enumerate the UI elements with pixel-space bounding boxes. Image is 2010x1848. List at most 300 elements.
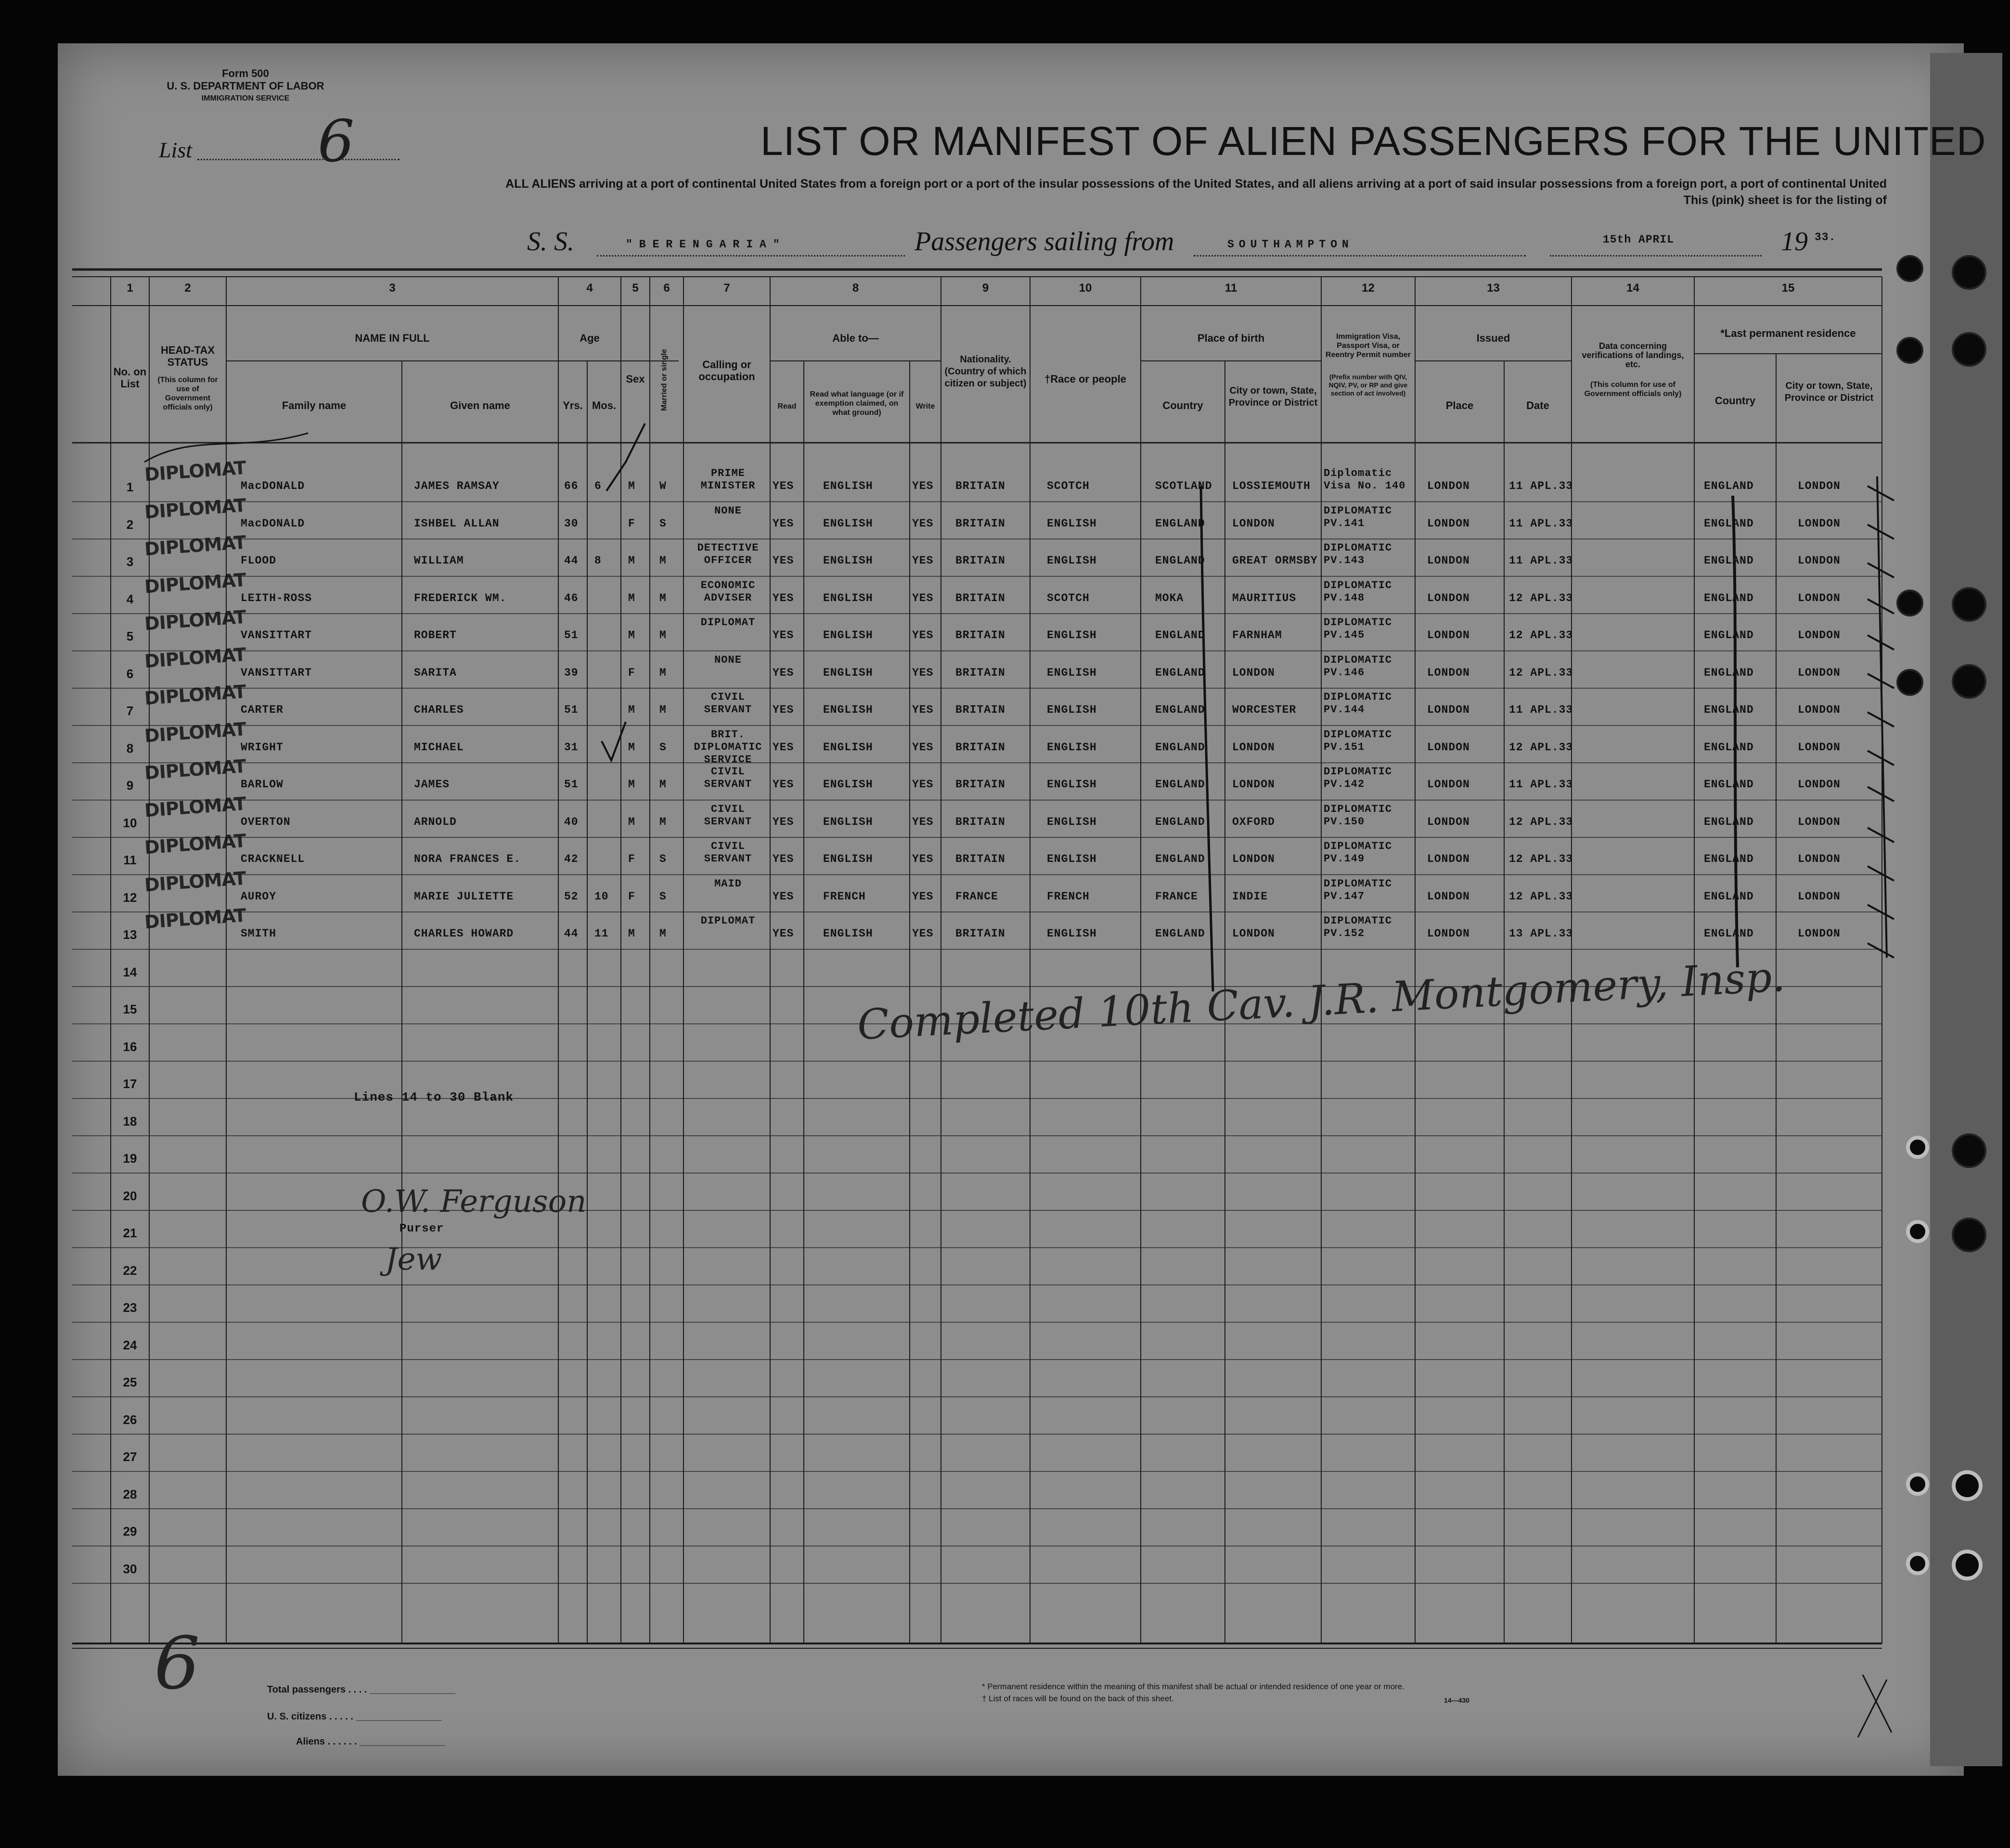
row-number: 20 bbox=[123, 1188, 137, 1203]
sex: M bbox=[628, 815, 635, 828]
header-head-tax-note: (This column for use of Government officials only) bbox=[157, 376, 218, 411]
row-number: 23 bbox=[123, 1300, 137, 1315]
marital-status: M bbox=[659, 629, 667, 642]
handwritten-initials: Jew bbox=[385, 1242, 442, 1277]
row-number: 15 bbox=[123, 1002, 137, 1016]
departure-port: SOUTHAMPTON bbox=[1227, 238, 1353, 251]
given-name: ARNOLD bbox=[414, 815, 457, 828]
family-name: BARLOW bbox=[241, 778, 283, 791]
birth-country: ENGLAND bbox=[1155, 853, 1205, 865]
issue-date: 12 APL.33 bbox=[1509, 853, 1573, 865]
issue-date: 11 APL.33 bbox=[1509, 778, 1573, 791]
family-name: CRACKNELL bbox=[241, 853, 305, 865]
can-write: YES bbox=[912, 778, 934, 791]
diplomat-stamp: DIPLOMAT bbox=[143, 606, 247, 635]
departure-date: 15th APRIL bbox=[1603, 233, 1675, 246]
visa-number: DIPLOMATIC PV.145 bbox=[1324, 616, 1392, 641]
can-read: YES bbox=[773, 853, 794, 865]
family-name: AUROY bbox=[241, 890, 277, 903]
sex: M bbox=[628, 927, 635, 940]
diplomat-stamp: DIPLOMAT bbox=[143, 569, 247, 597]
row-number: 5 bbox=[126, 629, 134, 643]
row-number: 9 bbox=[126, 778, 134, 793]
marital-status: S bbox=[659, 741, 667, 754]
residence-city: LONDON bbox=[1798, 480, 1841, 492]
given-name: SARITA bbox=[414, 666, 457, 679]
header-read-language: Read what language (or if exemption claimed, on what ground) bbox=[810, 390, 904, 417]
row-number: 19 bbox=[123, 1151, 137, 1166]
row-number: 12 bbox=[123, 890, 137, 905]
column-number: 5 bbox=[632, 282, 639, 295]
read-language: FRENCH bbox=[823, 890, 866, 903]
row-number: 3 bbox=[126, 554, 134, 569]
issue-place: LONDON bbox=[1427, 591, 1470, 604]
residence-country: ENGLAND bbox=[1704, 890, 1754, 903]
read-language: ENGLISH bbox=[823, 666, 873, 679]
visa-number: Diplomatic Visa No. 140 bbox=[1324, 467, 1406, 492]
row-number: 17 bbox=[123, 1077, 137, 1091]
row-number: 26 bbox=[123, 1412, 137, 1427]
birth-city: LONDON bbox=[1232, 741, 1275, 754]
visa-number: DIPLOMATIC PV.148 bbox=[1324, 579, 1392, 604]
occupation: NONE bbox=[714, 504, 742, 517]
age-years: 31 bbox=[564, 741, 579, 754]
read-language: ENGLISH bbox=[823, 741, 873, 754]
dots: . . . . ________________ bbox=[348, 1684, 456, 1695]
row-number: 21 bbox=[123, 1226, 137, 1240]
row-number: 13 bbox=[123, 927, 137, 942]
marital-status: M bbox=[659, 778, 667, 791]
header-married-or-single: Married or single bbox=[660, 349, 669, 411]
can-write: YES bbox=[912, 666, 934, 679]
header-place-of-birth: Place of birth bbox=[1197, 332, 1265, 344]
marital-status: M bbox=[659, 704, 667, 716]
issue-date: 11 APL.33 bbox=[1509, 704, 1573, 716]
issue-date: 12 APL.33 bbox=[1509, 815, 1573, 828]
given-name: WILLIAM bbox=[414, 554, 464, 567]
residence-country: ENGLAND bbox=[1704, 778, 1754, 791]
ship-label: S. S. bbox=[527, 227, 574, 257]
dots: . . . . . . ________________ bbox=[327, 1736, 446, 1747]
header-calling: Calling or occupation bbox=[698, 359, 755, 383]
issue-date: 11 APL.33 bbox=[1509, 554, 1573, 567]
nationality: FRANCE bbox=[955, 890, 998, 903]
department-name: U. S. DEPARTMENT OF LABOR bbox=[167, 80, 324, 92]
marital-status: M bbox=[659, 554, 667, 567]
residence-country: ENGLAND bbox=[1704, 629, 1754, 642]
nationality: BRITAIN bbox=[955, 554, 1005, 567]
row-number: 11 bbox=[123, 853, 137, 867]
issue-place: LONDON bbox=[1427, 517, 1470, 530]
residence-city: LONDON bbox=[1798, 554, 1841, 567]
can-read: YES bbox=[773, 704, 794, 716]
read-language: ENGLISH bbox=[823, 778, 873, 791]
race: ENGLISH bbox=[1047, 853, 1097, 865]
age-years: 46 bbox=[564, 591, 579, 604]
diplomat-stamp: DIPLOMAT bbox=[143, 457, 247, 486]
header-res-country: Country bbox=[1714, 395, 1756, 407]
family-name: LEITH-ROSS bbox=[241, 591, 312, 604]
service-name: IMMIGRATION SERVICE bbox=[201, 94, 290, 103]
marital-status: S bbox=[659, 517, 667, 530]
read-language: ENGLISH bbox=[823, 815, 873, 828]
header-sex: Sex bbox=[626, 373, 645, 385]
birth-city: LONDON bbox=[1232, 853, 1275, 865]
can-write: YES bbox=[912, 480, 934, 492]
residence-country: ENGLAND bbox=[1704, 591, 1754, 604]
header-head-tax: HEAD-TAX STATUS bbox=[160, 344, 215, 368]
can-write: YES bbox=[912, 629, 934, 642]
marital-status: M bbox=[659, 927, 667, 940]
visa-number: DIPLOMATIC PV.141 bbox=[1324, 504, 1392, 529]
residence-country: ENGLAND bbox=[1704, 517, 1754, 530]
issue-date: 12 APL.33 bbox=[1509, 890, 1573, 903]
column-number: 3 bbox=[389, 282, 396, 295]
birth-country: ENGLAND bbox=[1155, 517, 1205, 530]
column-number: 11 bbox=[1224, 282, 1237, 295]
nationality: BRITAIN bbox=[955, 927, 1005, 940]
occupation: DETECTIVE OFFICER bbox=[697, 542, 759, 566]
header-issued: Issued bbox=[1476, 332, 1510, 344]
marital-status: M bbox=[659, 591, 667, 604]
column-number: 7 bbox=[723, 282, 730, 295]
given-name: CHARLES HOWARD bbox=[414, 927, 514, 940]
header-issue-date: Date bbox=[1526, 399, 1549, 411]
can-read: YES bbox=[773, 554, 794, 567]
footer-total-passengers bbox=[267, 1684, 455, 1695]
read-language: ENGLISH bbox=[823, 629, 873, 642]
race: FRENCH bbox=[1047, 890, 1090, 903]
can-read: YES bbox=[773, 890, 794, 903]
sex: F bbox=[628, 517, 635, 530]
issue-date: 11 APL.33 bbox=[1509, 480, 1573, 492]
row-number: 22 bbox=[123, 1263, 137, 1278]
can-write: YES bbox=[912, 591, 934, 604]
us-citizens-label: U. S. citizens bbox=[267, 1711, 327, 1722]
issue-date: 13 APL.33 bbox=[1509, 927, 1573, 940]
residence-city: LONDON bbox=[1798, 853, 1841, 865]
visa-number: DIPLOMATIC PV.150 bbox=[1324, 803, 1392, 828]
family-name: CARTER bbox=[241, 704, 283, 716]
given-name: CHARLES bbox=[414, 704, 464, 716]
birth-city: MAURITIUS bbox=[1232, 591, 1297, 604]
can-write: YES bbox=[912, 815, 934, 828]
issue-place: LONDON bbox=[1427, 815, 1470, 828]
age-years: 66 bbox=[564, 480, 579, 492]
race: ENGLISH bbox=[1047, 741, 1097, 754]
race: ENGLISH bbox=[1047, 629, 1097, 642]
residence-country: ENGLAND bbox=[1704, 704, 1754, 716]
birth-country: ENGLAND bbox=[1155, 554, 1205, 567]
sex: M bbox=[628, 629, 635, 642]
birth-country: ENGLAND bbox=[1155, 666, 1205, 679]
column-number: 4 bbox=[586, 282, 593, 295]
birth-city: LONDON bbox=[1232, 666, 1275, 679]
residence-country: ENGLAND bbox=[1704, 554, 1754, 567]
header-res-city: City or town, State, Province or District bbox=[1784, 381, 1874, 403]
can-read: YES bbox=[773, 629, 794, 642]
row-number: 27 bbox=[123, 1450, 137, 1464]
header-data-verifications-note: (This column for use of Government officials only) bbox=[1584, 381, 1682, 398]
residence-country: ENGLAND bbox=[1704, 741, 1754, 754]
diplomat-stamp: DIPLOMAT bbox=[143, 643, 247, 672]
occupation: CIVIL SERVANT bbox=[704, 691, 752, 716]
nationality: BRITAIN bbox=[955, 517, 1005, 530]
page-title: LIST OR MANIFEST OF ALIEN PASSENGERS FOR THE UNITED bbox=[760, 118, 1986, 164]
diplomat-stamp: DIPLOMAT bbox=[143, 494, 247, 523]
residence-country: ENGLAND bbox=[1704, 480, 1754, 492]
birth-city: GREAT ORMSBY bbox=[1232, 554, 1318, 567]
birth-city: FARNHAM bbox=[1232, 629, 1282, 642]
issue-date: 12 APL.33 bbox=[1509, 666, 1573, 679]
nationality: BRITAIN bbox=[955, 629, 1005, 642]
nationality: BRITAIN bbox=[955, 666, 1005, 679]
visa-number: DIPLOMATIC PV.143 bbox=[1324, 542, 1392, 566]
nationality: BRITAIN bbox=[955, 778, 1005, 791]
residence-city: LONDON bbox=[1798, 666, 1841, 679]
header-age: Age bbox=[580, 332, 600, 344]
header-birth-city: City or town, State, Province or District bbox=[1228, 385, 1318, 408]
residence-city: LONDON bbox=[1798, 741, 1841, 754]
row-number: 30 bbox=[123, 1561, 137, 1576]
read-language: ENGLISH bbox=[823, 554, 873, 567]
birth-country: ENGLAND bbox=[1155, 741, 1205, 754]
residence-city: LONDON bbox=[1798, 629, 1841, 642]
given-name: ISHBEL ALLAN bbox=[414, 517, 500, 530]
sex: M bbox=[628, 591, 635, 604]
diplomat-stamp: DIPLOMAT bbox=[143, 904, 247, 933]
can-write: YES bbox=[912, 704, 934, 716]
issue-place: LONDON bbox=[1427, 778, 1470, 791]
age-years: 52 bbox=[564, 890, 579, 903]
race: ENGLISH bbox=[1047, 517, 1097, 530]
given-name: NORA FRANCES E. bbox=[414, 853, 521, 865]
issue-place: LONDON bbox=[1427, 890, 1470, 903]
issue-place: LONDON bbox=[1427, 741, 1470, 754]
row-number: 16 bbox=[123, 1039, 137, 1054]
sex: F bbox=[628, 666, 635, 679]
row-number: 24 bbox=[123, 1337, 137, 1352]
header-race: †Race or people bbox=[1044, 373, 1126, 385]
issue-date: 12 APL.33 bbox=[1509, 741, 1573, 754]
given-name: FREDERICK WM. bbox=[414, 591, 507, 604]
read-language: ENGLISH bbox=[823, 927, 873, 940]
nationality: BRITAIN bbox=[955, 591, 1005, 604]
residence-city: LONDON bbox=[1798, 517, 1841, 530]
age-years: 51 bbox=[564, 629, 579, 642]
header-family-name: Family name bbox=[282, 399, 347, 411]
age-years: 44 bbox=[564, 927, 579, 940]
occupation: CIVIL SERVANT bbox=[704, 803, 752, 828]
sex: M bbox=[628, 704, 635, 716]
occupation: ECONOMIC ADVISER bbox=[700, 579, 756, 604]
issue-place: LONDON bbox=[1427, 629, 1470, 642]
residence-city: LONDON bbox=[1798, 890, 1841, 903]
visa-number: DIPLOMATIC PV.149 bbox=[1324, 840, 1392, 865]
read-language: ENGLISH bbox=[823, 517, 873, 530]
row-number: 10 bbox=[123, 815, 137, 830]
nationality: BRITAIN bbox=[955, 853, 1005, 865]
purser-signature: O.W. Ferguson bbox=[361, 1184, 587, 1219]
diplomat-stamp: DIPLOMAT bbox=[143, 867, 247, 896]
column-number: 9 bbox=[982, 282, 989, 295]
issue-date: 12 APL.33 bbox=[1509, 591, 1573, 604]
can-write: YES bbox=[912, 927, 934, 940]
given-name: MARIE JULIETTE bbox=[414, 890, 514, 903]
column-number: 1 bbox=[127, 282, 133, 295]
row-number: 25 bbox=[123, 1375, 137, 1389]
can-read: YES bbox=[773, 591, 794, 604]
column-number: 13 bbox=[1487, 282, 1500, 295]
form-code: 14—430 bbox=[1444, 1696, 1469, 1704]
diplomat-stamp: DIPLOMAT bbox=[143, 830, 247, 859]
age-years: 51 bbox=[564, 704, 579, 716]
can-read: YES bbox=[773, 480, 794, 492]
row-number: 1 bbox=[126, 480, 134, 494]
diplomat-stamp: DIPLOMAT bbox=[143, 755, 247, 784]
column-number: 15 bbox=[1781, 282, 1795, 295]
nationality: BRITAIN bbox=[955, 815, 1005, 828]
column-number: 14 bbox=[1626, 282, 1639, 295]
race: SCOTCH bbox=[1047, 480, 1090, 492]
sailing-from-label: Passengers sailing from bbox=[915, 227, 1174, 257]
row-number: 7 bbox=[126, 704, 134, 718]
birth-country: ENGLAND bbox=[1155, 815, 1205, 828]
issue-place: LONDON bbox=[1427, 554, 1470, 567]
age-years: 30 bbox=[564, 517, 579, 530]
list-number-handwritten: 6 bbox=[318, 108, 355, 175]
birth-country: SCOTLAND bbox=[1155, 480, 1212, 492]
occupation: CIVIL SERVANT bbox=[704, 766, 752, 790]
occupation: CIVIL SERVANT bbox=[704, 840, 752, 865]
race: ENGLISH bbox=[1047, 778, 1097, 791]
nationality: BRITAIN bbox=[955, 480, 1005, 492]
issue-place: LONDON bbox=[1427, 927, 1470, 940]
row-number: 8 bbox=[126, 741, 134, 756]
nationality: BRITAIN bbox=[955, 741, 1005, 754]
column-number: 8 bbox=[852, 282, 859, 295]
footer-aliens bbox=[296, 1736, 445, 1747]
occupation: BRIT. DIPLOMATIC SERVICE bbox=[694, 728, 762, 766]
form-number: Form 500 bbox=[222, 67, 269, 79]
header-write: Write bbox=[915, 402, 935, 411]
year-suffix: 33. bbox=[1815, 231, 1836, 244]
diplomat-stamp: DIPLOMAT bbox=[143, 531, 247, 560]
dots: . . . . . ________________ bbox=[329, 1711, 442, 1722]
issue-date: 11 APL.33 bbox=[1509, 517, 1573, 530]
occupation: MAID bbox=[714, 877, 742, 890]
ship-name: "BERENGARIA" bbox=[626, 238, 786, 251]
sex: M bbox=[628, 778, 635, 791]
residence-city: LONDON bbox=[1798, 591, 1841, 604]
marital-status: W bbox=[659, 480, 667, 492]
can-read: YES bbox=[773, 517, 794, 530]
issue-place: LONDON bbox=[1427, 666, 1470, 679]
birth-country: ENGLAND bbox=[1155, 927, 1205, 940]
purser-label: Purser bbox=[399, 1222, 444, 1235]
sex: M bbox=[628, 554, 635, 567]
age-months: 8 bbox=[594, 554, 602, 567]
column-number: 12 bbox=[1362, 282, 1375, 295]
birth-city: LONDON bbox=[1232, 517, 1275, 530]
row-number: 28 bbox=[123, 1487, 137, 1502]
race: SCOTCH bbox=[1047, 591, 1090, 604]
year-prefix: 19 bbox=[1781, 227, 1808, 257]
visa-number: DIPLOMATIC PV.146 bbox=[1324, 654, 1392, 679]
can-write: YES bbox=[912, 554, 934, 567]
family-name: WRIGHT bbox=[241, 741, 283, 754]
race: ENGLISH bbox=[1047, 704, 1097, 716]
subtitle-line-1: ALL ALIENS arriving at a port of continental United States from a foreign port or a port of the insular possessions of the United States, and all aliens arriving at a port of said insular possessions from a foreign port, a port of continental United bbox=[505, 177, 1887, 191]
header-visa: Immigration Visa, Passport Visa, or Reentry Permit number bbox=[1326, 333, 1411, 359]
issue-place: LONDON bbox=[1427, 704, 1470, 716]
given-name: JAMES RAMSAY bbox=[414, 480, 500, 492]
occupation: DIPLOMAT bbox=[700, 616, 756, 629]
sex: F bbox=[628, 890, 635, 903]
can-read: YES bbox=[773, 815, 794, 828]
row-number: 6 bbox=[126, 666, 134, 681]
birth-city: LONDON bbox=[1232, 778, 1275, 791]
family-name: MacDONALD bbox=[241, 517, 305, 530]
visa-number: DIPLOMATIC PV.142 bbox=[1324, 766, 1392, 790]
column-number: 2 bbox=[184, 282, 191, 295]
header-name-in-full: NAME IN FULL bbox=[355, 332, 430, 344]
birth-country: ENGLAND bbox=[1155, 778, 1205, 791]
birth-country: ENGLAND bbox=[1155, 704, 1205, 716]
header-visa-note: (Prefix number with QIV, NQIV, PV, or RP and give section of act involved) bbox=[1328, 373, 1408, 397]
footnote-races: † List of races will be found on the back of this sheet. bbox=[982, 1694, 1174, 1703]
read-language: ENGLISH bbox=[823, 853, 873, 865]
margin-handwritten-six: 6 bbox=[154, 1622, 200, 1706]
family-name: FLOOD bbox=[241, 554, 277, 567]
row-number: 14 bbox=[123, 964, 137, 979]
age-months: 11 bbox=[594, 927, 609, 940]
nationality: BRITAIN bbox=[955, 704, 1005, 716]
issue-place: LONDON bbox=[1427, 480, 1470, 492]
residence-city: LONDON bbox=[1798, 778, 1841, 791]
header-no-on-list: No. on List bbox=[113, 366, 147, 390]
can-write: YES bbox=[912, 517, 934, 530]
header-data-verifications: Data concerning verifications of landings, etc. bbox=[1582, 341, 1684, 369]
family-name: SMITH bbox=[241, 927, 277, 940]
marital-status: S bbox=[659, 853, 667, 865]
birth-country: ENGLAND bbox=[1155, 629, 1205, 642]
birth-city: LONDON bbox=[1232, 927, 1275, 940]
row-number: 18 bbox=[123, 1114, 137, 1129]
issue-place: LONDON bbox=[1427, 853, 1470, 865]
visa-number: DIPLOMATIC PV.144 bbox=[1324, 691, 1392, 716]
given-name: ROBERT bbox=[414, 629, 457, 642]
header-able-to: Able to— bbox=[832, 332, 879, 344]
row-number: 4 bbox=[126, 591, 134, 606]
residence-city: LONDON bbox=[1798, 704, 1841, 716]
family-name: VANSITTART bbox=[241, 666, 312, 679]
sex: F bbox=[628, 853, 635, 865]
visa-number: DIPLOMATIC PV.152 bbox=[1324, 915, 1392, 939]
marital-status: M bbox=[659, 815, 667, 828]
residence-country: ENGLAND bbox=[1704, 666, 1754, 679]
occupation: PRIME MINISTER bbox=[700, 467, 756, 492]
age-years: 39 bbox=[564, 666, 579, 679]
header-last-residence: *Last permanent residence bbox=[1720, 327, 1856, 339]
total-passengers-label: Total passengers bbox=[267, 1684, 346, 1695]
subtitle-line-2: This (pink) sheet is for the listing of bbox=[1683, 193, 1887, 207]
column-number: 6 bbox=[663, 282, 670, 295]
can-read: YES bbox=[773, 778, 794, 791]
footer-us-citizens bbox=[267, 1711, 441, 1722]
can-read: YES bbox=[773, 927, 794, 940]
age-years: 42 bbox=[564, 853, 579, 865]
